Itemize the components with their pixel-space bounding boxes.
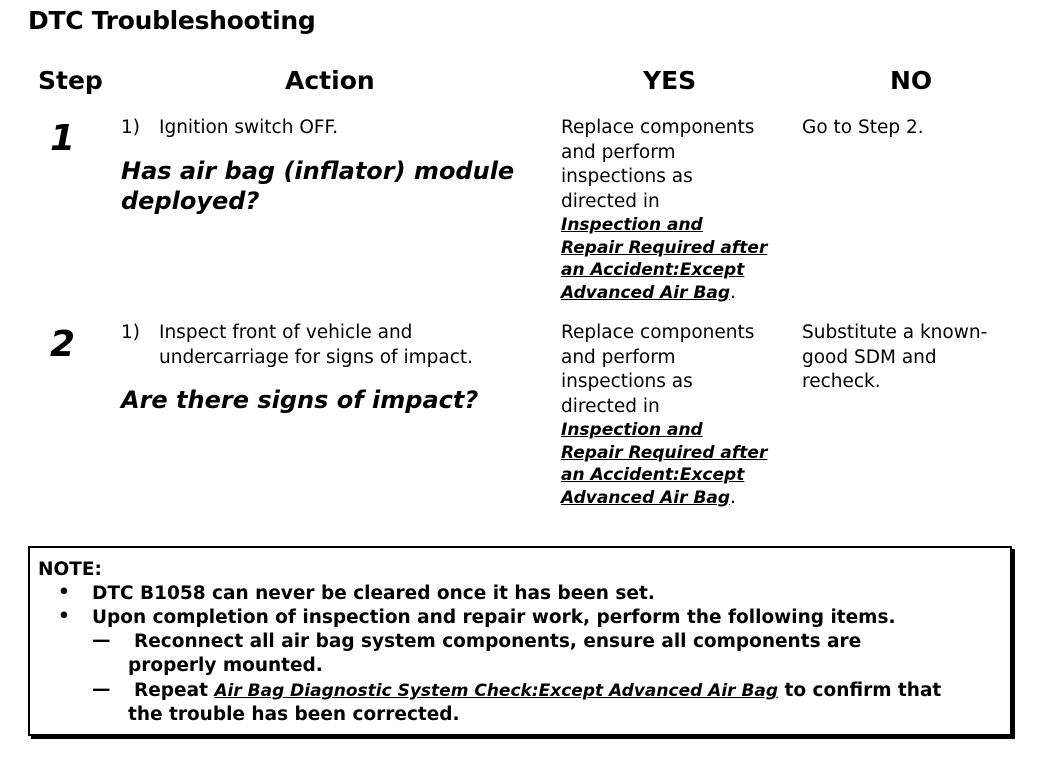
dash-icon: — <box>92 630 111 651</box>
step-number-2: 2 <box>50 324 76 365</box>
step1-yes-line: inspections as <box>561 166 693 187</box>
bullet-icon: • <box>58 606 70 627</box>
header-yes: YES <box>643 66 697 95</box>
note-bullet1: DTC B1058 can never be cleared once it has been set. <box>92 583 655 604</box>
step2-instruction-line2: undercarriage for signs of impact. <box>159 346 473 368</box>
step2-instruction-line1: Inspect front of vehicle and <box>159 322 413 343</box>
step2-no-cell <box>802 321 1042 395</box>
step1-link-last-line <box>561 282 801 305</box>
step1-yes-line: Replace components <box>561 117 755 138</box>
diagnostic-system-check-link[interactable]: Air Bag Diagnostic System Check:Except Advanced Air Bag <box>214 681 779 701</box>
step1-inspection-link-line1[interactable]: Inspection and <box>561 215 703 235</box>
step2-instruction <box>159 321 473 370</box>
header-step: Step <box>38 66 103 95</box>
step1-yes-cell <box>561 116 801 304</box>
step1-instruction-num: 1) <box>121 117 140 138</box>
step2-link-last-line <box>561 487 801 510</box>
step1-inspection-link-line3[interactable]: an Accident:Except <box>561 260 745 280</box>
step2-no-line: recheck. <box>802 371 881 392</box>
note-box <box>28 546 1012 736</box>
step1-question <box>121 156 514 216</box>
step2-question: Are there signs of impact? <box>121 386 479 414</box>
step2-no-line: good SDM and <box>802 346 937 368</box>
note-sub2-line2: the trouble has been corrected. <box>128 704 460 725</box>
step1-yes-line: directed in <box>561 190 660 212</box>
bullet-icon: • <box>58 582 70 603</box>
step1-question-line2: deployed? <box>121 187 260 215</box>
header-action: Action <box>285 66 375 95</box>
step1-no-line: Go to Step 2. <box>802 117 924 138</box>
note-sub2-suffix: to confirm that <box>784 680 942 701</box>
step2-yes-line: and perform <box>561 346 676 368</box>
note-sub1-line1: Reconnect all air bag system components, ensure all components are <box>134 631 862 652</box>
step2-inspection-link-line1[interactable]: Inspection and <box>561 420 703 440</box>
step1-question-line1: Has air bag (inflator) module <box>121 157 515 185</box>
step2-yes-cell <box>561 321 801 509</box>
step2-instruction-num: 1) <box>121 322 140 343</box>
note-sub1-line2: properly mounted. <box>128 655 323 676</box>
step-number-1: 1 <box>50 118 76 159</box>
step2-yes-line: Replace components <box>561 322 755 343</box>
page-title: DTC Troubleshooting <box>28 6 316 35</box>
header-no: NO <box>890 66 933 95</box>
step1-inspection-link-line4[interactable]: Advanced Air Bag <box>561 282 731 303</box>
note-sub2-line1 <box>134 679 941 703</box>
note-sub2-prefix: Repeat <box>134 680 208 701</box>
step2-inspection-link-line3[interactable]: an Accident:Except <box>561 465 745 485</box>
step2-yes-line: inspections as <box>561 371 693 392</box>
step1-inspection-link-line2[interactable]: Repair Required after <box>561 237 768 258</box>
note-label: NOTE: <box>38 559 102 580</box>
step2-inspection-link-line2[interactable]: Repair Required after <box>561 442 768 463</box>
note-bullet2: Upon completion of inspection and repair work, perform the following items. <box>92 607 896 628</box>
step2-link-period: . <box>730 486 736 508</box>
step2-yes-line: directed in <box>561 395 660 417</box>
step2-inspection-link-line4[interactable]: Advanced Air Bag <box>561 487 731 508</box>
step1-no-cell <box>802 116 1042 141</box>
dash-icon: — <box>92 679 111 700</box>
step1-instruction: Ignition switch OFF. <box>159 117 339 138</box>
step1-yes-line: and perform <box>561 141 676 163</box>
step2-no-line: Substitute a known- <box>802 322 988 343</box>
step1-link-period: . <box>730 281 736 303</box>
